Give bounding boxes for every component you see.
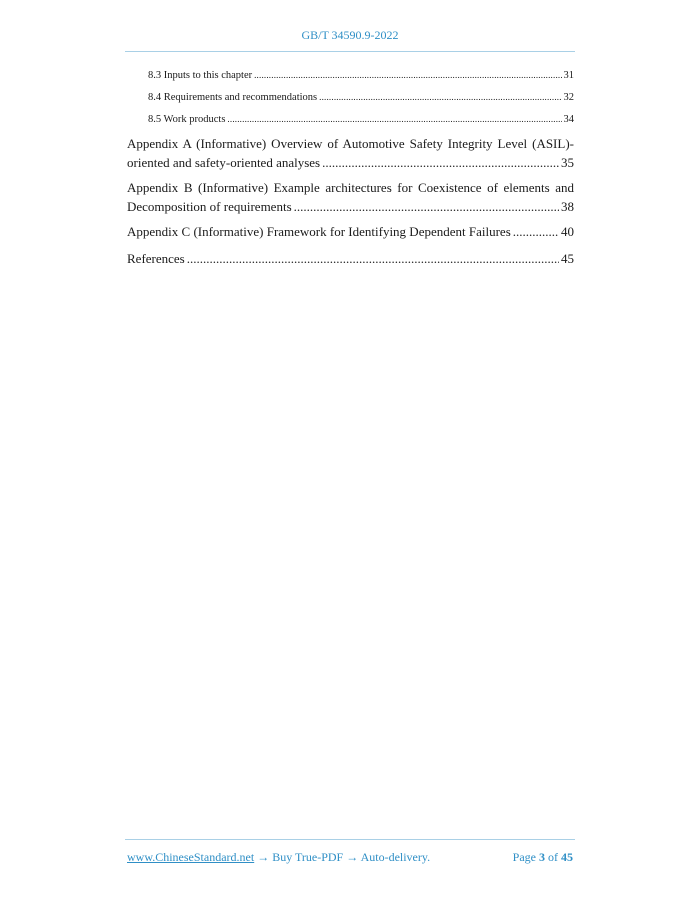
toc-entry-page: 34 [563, 114, 574, 125]
page-of: of [548, 850, 558, 864]
toc-entry-page: 35 [561, 155, 574, 170]
toc-entry-page: 45 [561, 251, 574, 266]
toc-entry-title-line1: Appendix A (Informative) Overview of Automotive Safety Integrity Level (ASIL)- [127, 136, 574, 151]
toc-entry-title: References [127, 251, 185, 266]
toc-leader-dots [294, 197, 559, 216]
footer-promo-text: → Buy True-PDF → Auto-delivery. [254, 850, 431, 864]
header-divider [125, 51, 575, 52]
website-link[interactable]: www.ChineseStandard.net [127, 850, 255, 864]
toc-leader-dots [513, 222, 559, 241]
document-header: GB/T 34590.9-2022 [301, 28, 399, 42]
toc-entry-page: 32 [563, 92, 574, 103]
toc-entry-title: 8.3 Inputs to this chapter [148, 70, 253, 81]
toc-entry-page: 38 [561, 199, 574, 214]
toc-entry-title: 8.4 Requirements and recommendations [148, 92, 318, 103]
toc-leader-dots [227, 112, 561, 126]
toc-leader-dots [254, 68, 561, 82]
toc-entry-page: 40 [561, 224, 574, 239]
toc-entry-title-line1: Appendix B (Informative) Example architectures for Coexistence of elements and [127, 180, 574, 195]
toc-leader-dots [187, 249, 559, 268]
toc-entry-references[interactable] [127, 249, 574, 268]
toc-entry-appendix-b[interactable] [127, 178, 574, 216]
toc-entry-appendix-a[interactable] [127, 134, 574, 172]
page-label: Page [512, 850, 536, 864]
toc-entry-8-5[interactable] [127, 112, 574, 127]
toc-entry-title: Appendix C (Informative) Framework for Identifying Dependent Failures [127, 224, 511, 239]
toc-leader-dots [319, 90, 561, 104]
toc-entry-8-4[interactable] [127, 90, 574, 105]
toc-leader-dots [322, 153, 559, 172]
page-total: 45 [561, 850, 573, 864]
toc-entry-8-3[interactable] [127, 68, 574, 83]
toc-entry-title-line2: oriented and safety-oriented analyses [127, 155, 321, 170]
toc-entry-title: 8.5 Work products [148, 114, 226, 125]
toc-entry-title-line2: Decomposition of requirements [127, 199, 292, 214]
page-number [513, 850, 573, 865]
footer-divider [125, 839, 575, 840]
page-current: 3 [539, 850, 545, 864]
toc-entry-page: 31 [563, 70, 574, 81]
toc-entry-appendix-c[interactable] [127, 222, 574, 241]
footer-promo [127, 850, 430, 865]
table-of-contents [127, 68, 574, 276]
